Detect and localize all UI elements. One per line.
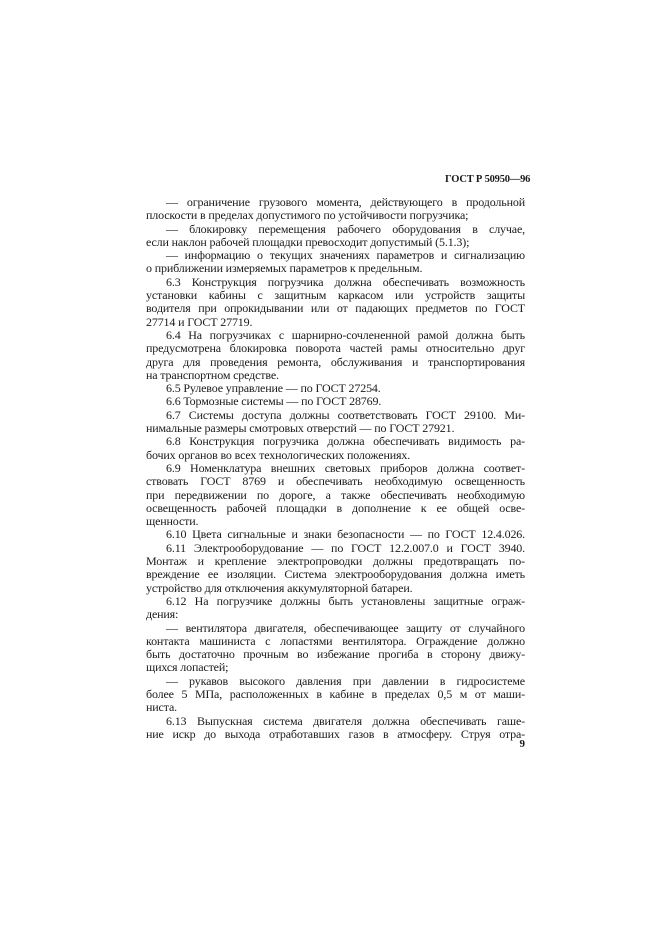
text-line: 6.11 Электрооборудование — по ГОСТ 12.2.007.0 и ГОСТ 3940.	[166, 540, 525, 555]
text-line: нимальные размеры смотровых отверстий — по ГОСТ 27921.	[146, 421, 455, 436]
text-line: — информацию о текущих значениях параметров и сигнализацию	[166, 248, 525, 263]
document-code-header: ГОСТ Р 50950—96	[445, 174, 531, 185]
text-line: — рукавов высокого давления при давлении в гидросистеме	[166, 673, 525, 688]
text-line: ниста.	[146, 700, 177, 715]
text-line: — вентилятора двигателя, обеспечивающее защиту от случайного	[166, 620, 525, 635]
text-line: более 5 МПа, расположенных в кабине в пределах 0,5 м от маши-	[146, 686, 525, 701]
text-line: освещенность рабочей площадки в дополнение к ее общей осве-	[146, 500, 525, 515]
text-line: 6.3 Конструкция погрузчика должна обеспечивать возможность	[166, 274, 525, 289]
text-line: 6.6 Тормозные системы — по ГОСТ 28769.	[166, 394, 382, 409]
text-line: Монтаж и крепление электропроводки должны предотвращать по-	[146, 554, 525, 569]
text-line: щенности.	[146, 514, 199, 529]
text-line: 27714 и ГОСТ 27719.	[146, 314, 253, 329]
text-line: 6.9 Номенклатура внешних световых приборов должна соответ-	[166, 460, 525, 475]
text-line: на транспортном средстве.	[146, 367, 279, 382]
text-line: — ограничение грузового момента, действующего в продольной	[166, 195, 525, 209]
text-line: 6.13 Выпускная система двигателя должна обеспечивать гаше-	[166, 713, 525, 728]
text-line: контакта машиниста с лопастями вентилятора. Ограждение должно	[146, 633, 525, 648]
text-line: ствовать ГОСТ 8769 и обеспечивать необходимую освещенность	[146, 474, 525, 489]
text-line: 6.8 Конструкция погрузчика должна обеспечивать видимость ра-	[166, 434, 525, 449]
text-line: ние искр до выхода отработавших газов в атмосферу. Струя отра-	[146, 726, 525, 741]
text-line: бочих органов во всех технологических положениях.	[146, 447, 411, 462]
text-line: вреждение ее изоляции. Система электрооборудования должна иметь	[146, 567, 525, 582]
text-line: быть достаточно прочным во избежание прогиба в сторону движу-	[146, 647, 525, 662]
text-line: устройство для отключения аккумуляторной батареи.	[146, 580, 413, 595]
page-number: 9	[519, 738, 525, 750]
text-line: 6.5 Рулевое управление — по ГОСТ 27254.	[166, 381, 381, 396]
text-line: 6.10 Цвета сигнальные и знаки безопасности — по ГОСТ 12.4.026.	[166, 527, 525, 542]
text-line: водителя при опрокидывании или от падающих предметов по ГОСТ	[146, 301, 525, 316]
text-line: щихся лопастей;	[146, 660, 229, 675]
text-line: — блокировку перемещения рабочего оборудования в случае,	[166, 221, 525, 236]
text-line: 6.7 Системы доступа должны соответствовать ГОСТ 29100. Ми-	[166, 407, 525, 422]
text-line: дения:	[146, 607, 179, 622]
text-line: друга для проведения ремонта, обслуживания и транспортирования	[146, 354, 525, 369]
document-body	[146, 196, 525, 741]
text-line: о приближении измеряемых параметров к предельным.	[146, 261, 423, 276]
text-line: 6.12 На погрузчике должны быть установлены защитные ограж-	[166, 593, 525, 608]
text-line: установки кабины с защитным каркасом или устройств защиты	[146, 288, 525, 303]
text-line: 6.4 На погрузчиках с шарнирно-сочлененной рамой должна быть	[166, 327, 525, 342]
text-line: предусмотрена блокировка поворота частей рамы относительно друг	[146, 341, 525, 356]
text-line: при передвижении по дороге, а также обеспечивать необходимую	[146, 487, 525, 502]
text-line: плоскости в пределах допустимого по устойчивости погрузчика;	[146, 208, 469, 223]
text-line: если наклон рабочей площадки превосходит допустимый (5.1.3);	[146, 234, 470, 249]
